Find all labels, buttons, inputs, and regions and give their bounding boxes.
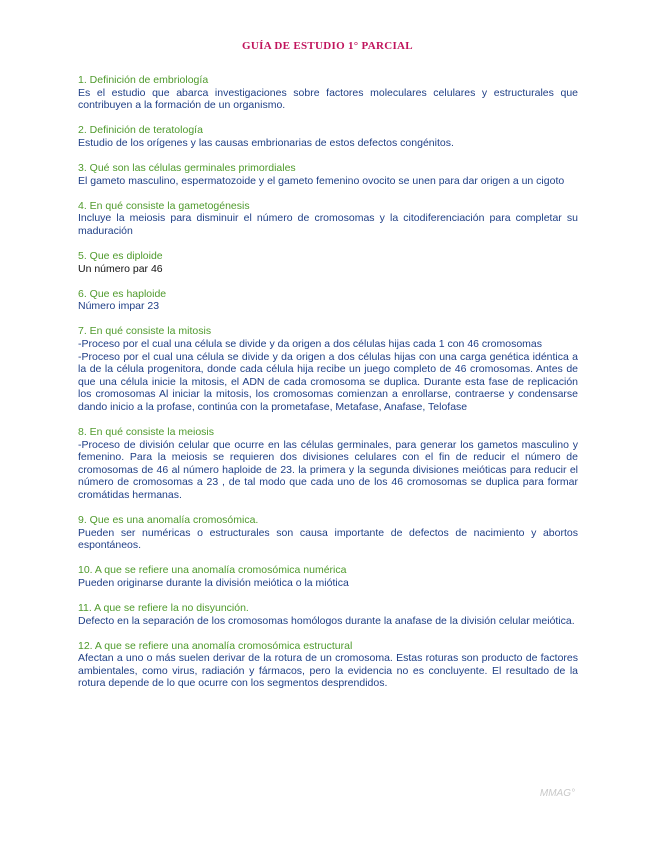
answer-text xyxy=(78,87,578,112)
answer-paragraph: Pueden originarse durante la división meiótica o la miótica xyxy=(78,576,349,589)
answer-text xyxy=(78,300,578,313)
question-section xyxy=(78,162,578,187)
question-section xyxy=(78,74,578,112)
answer-text xyxy=(78,137,578,150)
question-section xyxy=(78,200,578,238)
question-heading: 11. A que se refiere la no disyunción. xyxy=(78,602,249,614)
answer-text xyxy=(78,615,578,628)
question-heading: 2. Definición de teratología xyxy=(78,124,203,137)
question-heading: 9. Que es una anomalía cromosómica. xyxy=(78,514,259,527)
study-guide-content xyxy=(78,74,578,703)
answer-text xyxy=(78,652,578,690)
question-heading: 12. A que se refiere una anomalía cromosómica estructural xyxy=(78,639,353,652)
answer-paragraph: Número impar 23 xyxy=(78,300,160,313)
answer-text xyxy=(78,263,578,276)
answer-paragraph: Afectan a uno o más suelen derivar de la rotura de un cromosoma. Estas roturas son producto de factores ambientales, como virus, radiación y fármacos, pero la evidencia no es concluyente. El resultado de la rotura depende de lo que ocurre con los segmentos desprendidos. xyxy=(78,652,578,690)
question-section xyxy=(78,250,578,275)
answer-paragraph: Estudio de los orígenes y las causas embrionarias de estos defectos congénitos. xyxy=(78,136,454,149)
answer-paragraph: Un número par 46 xyxy=(78,262,163,275)
answer-text xyxy=(78,439,578,502)
question-heading: 6. Que es haploide xyxy=(78,287,167,300)
question-heading: 1. Definición de embriología xyxy=(78,74,209,86)
question-heading: 5. Que es diploide xyxy=(78,249,163,262)
answer-text xyxy=(78,175,578,188)
answer-text xyxy=(78,577,578,590)
question-heading: 10. A que se refiere una anomalía cromosómica numérica xyxy=(78,564,347,577)
question-section xyxy=(78,640,578,690)
question-heading: 7. En qué consiste la mitosis xyxy=(78,325,212,338)
question-section xyxy=(78,325,578,413)
answer-paragraph: El gameto masculino, espermatozoide y el gameto femenino ovocito se unen para dar origen a un cigoto xyxy=(78,174,565,187)
answer-paragraph: -Proceso de división celular que ocurre en las células germinales, para generar los gametos masculino y femenino. Para la meiosis se requieren dos divisiones celulares con el fin de reducir el número de cromosomas de 46 al número haploide de 23. la primera y la segunda divisiones meióticas para reducir el número de cromosomas a 23 , de tal modo que cada uno de los 46 cromosomas se duplica para formar cromátidas hermanas. xyxy=(78,438,578,501)
page-title: GUÍA DE ESTUDIO 1° PARCIAL xyxy=(242,40,413,52)
answer-text xyxy=(78,212,578,237)
answer-text xyxy=(78,527,578,552)
question-section xyxy=(78,602,578,627)
answer-paragraph: -Proceso por el cual una célula se divide y da origen a dos células hijas con una carga genética idéntica a la de la célula progenitora, donde cada célula hija recibe un juego completo de 46 cromosomas. Antes de que una célula inicie la mitosis, el ADN de cada cromosoma se duplica. Durante esta fase de replicación los cromosomas Al iniciar la mitosis, los cromosomas comienzan a enrollarse, contraerse y condensarse dando inicio a la profase, continúa con la prometafase, Metafase, Anafase, Telofase xyxy=(78,350,578,413)
answer-paragraph: Es el estudio que abarca investigaciones sobre factores moleculares celulares y estructurales que contribuyen a la formación de un organismo. xyxy=(78,86,578,112)
answer-text xyxy=(78,338,578,414)
question-heading: 8. En qué consiste la meiosis xyxy=(78,425,214,438)
question-heading: 4. En qué consiste la gametogénesis xyxy=(78,199,250,212)
question-heading: 3. Qué son las células germinales primordiales xyxy=(78,161,296,174)
answer-paragraph: Pueden ser numéricas o estructurales son causa importante de defectos de nacimiento y abortos espontáneos. xyxy=(78,526,578,552)
question-section xyxy=(78,124,578,149)
footer-initials: MMAG° xyxy=(539,788,575,799)
answer-paragraph: Incluye la meiosis para disminuir el número de cromosomas y la citodiferenciación para completar su maduración xyxy=(78,212,578,237)
question-section xyxy=(78,514,578,552)
answer-paragraph: -Proceso por el cual una célula se divide y da origen a dos células hijas cada 1 con 46 cromosomas xyxy=(78,337,543,350)
question-section xyxy=(78,564,578,589)
question-section xyxy=(78,426,578,502)
answer-paragraph: Defecto en la separación de los cromosomas homólogos durante la anafase de la división celular meiótica. xyxy=(78,614,575,627)
question-section xyxy=(78,288,578,313)
